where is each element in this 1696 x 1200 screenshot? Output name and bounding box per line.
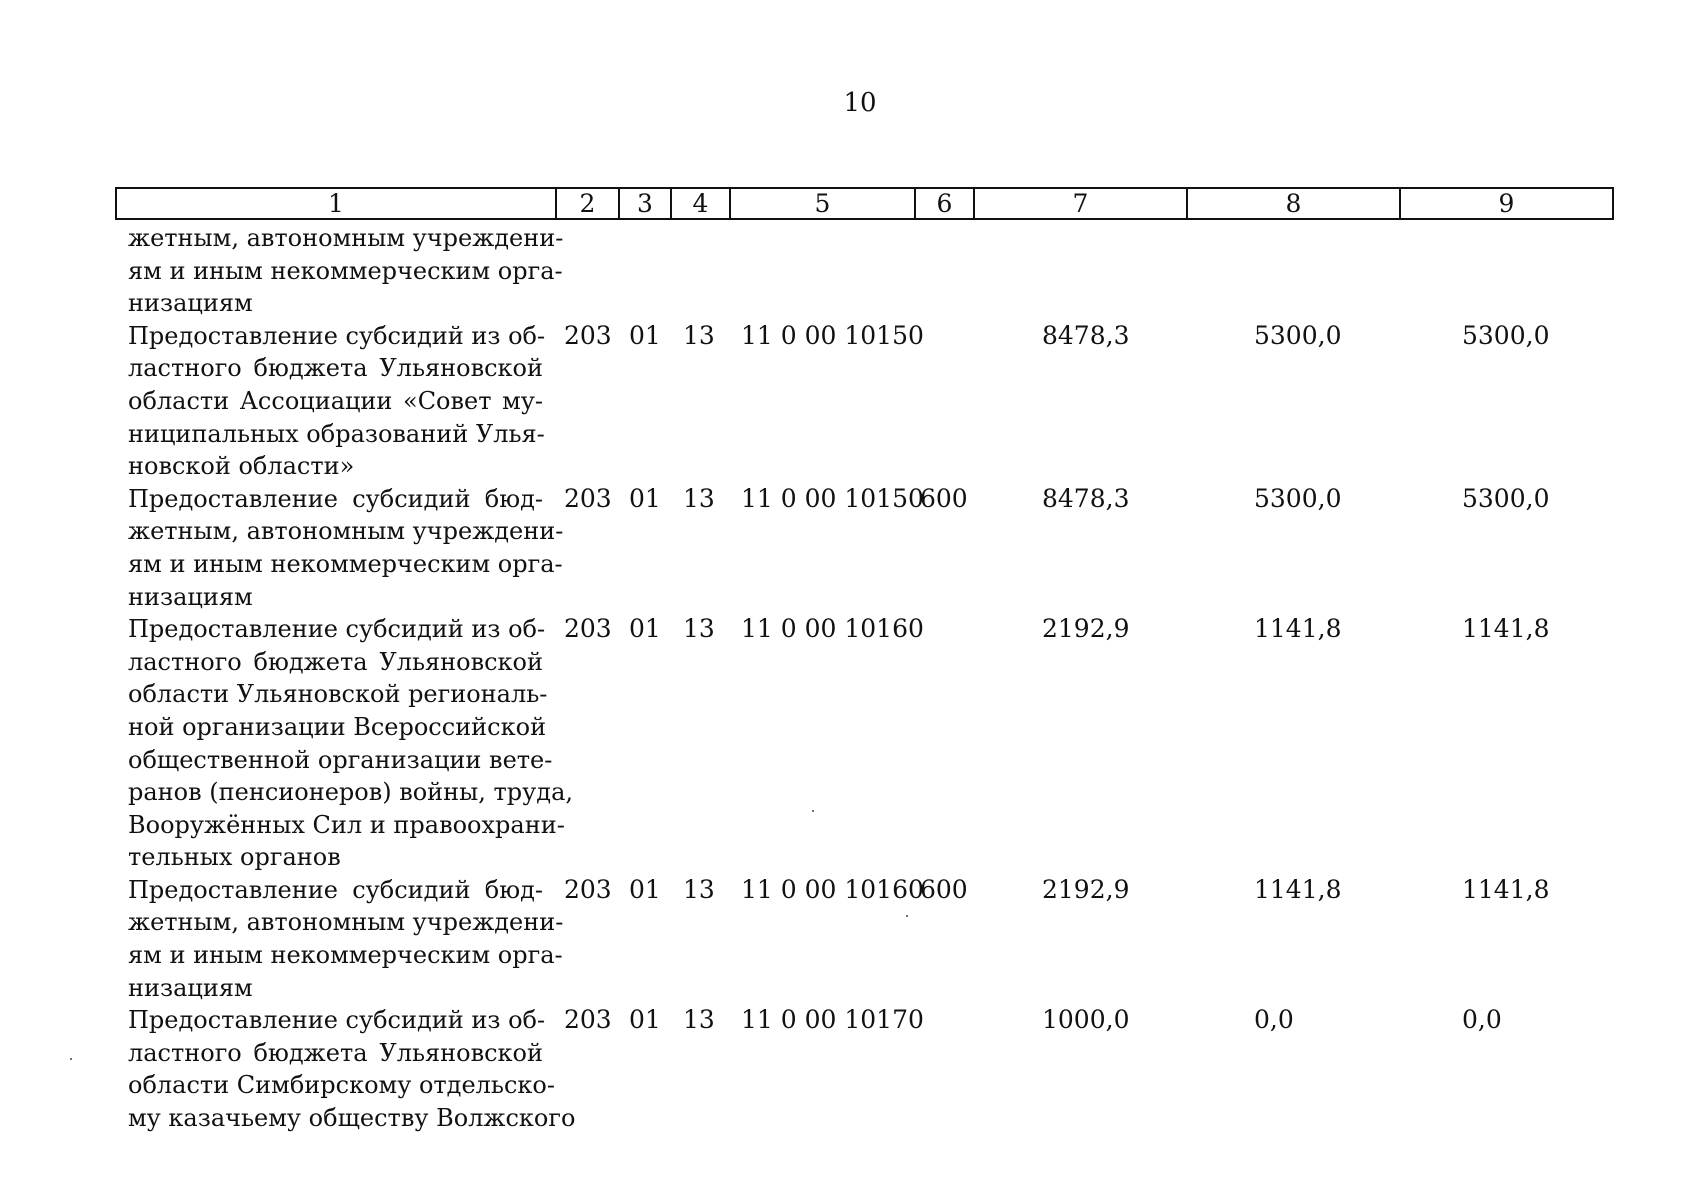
cell-column-4: 13 [683,1005,715,1035]
cell-column-9: 5300,0 [1462,483,1550,513]
cell-column-5: 11 0 00 10150 [741,320,924,350]
cell-column-2: 203 [564,483,612,513]
cell-column-7: 2192,9 [1042,614,1130,644]
cell-column-8: 1141,8 [1254,874,1342,904]
column-header-8: 8 [1187,188,1400,219]
row-description [128,1004,576,1134]
cell-column-3: 01 [629,614,661,644]
cell-column-2: 203 [564,874,612,904]
description-line: ям и иным некоммерческим орга- [128,549,563,578]
cell-column-4: 13 [683,320,715,350]
cell-column-7: 8478,3 [1042,320,1130,350]
description-line: жетным, автономным учреждени- [128,517,564,546]
column-header-6: 6 [915,188,974,219]
description-line: Вооружённых Сил и правоохрани- [128,810,565,839]
description-line: ластного бюджета Ульяновской [128,647,543,676]
cell-column-2: 203 [564,614,612,644]
row-description [128,483,564,613]
table-row [0,1004,1696,1134]
cell-column-9: 1141,8 [1462,874,1550,904]
description-line: Предоставление субсидий из об- [128,1006,546,1035]
cell-column-7: 2192,9 [1042,874,1130,904]
table-row [0,613,1696,874]
cell-column-2: 203 [564,320,612,350]
cell-column-8: 0,0 [1254,1005,1294,1035]
column-header-4: 4 [671,188,730,219]
cell-column-5: 11 0 00 10160 [741,874,924,904]
cell-column-3: 01 [629,1005,661,1035]
description-line: тельных органов [128,843,341,872]
cell-column-4: 13 [683,874,715,904]
description-line: му казачьему обществу Волжского [128,1104,576,1133]
column-header-3: 3 [619,188,671,219]
description-line: жетным, автономным учреждени- [128,908,564,937]
column-header-2: 2 [556,188,619,219]
cell-column-3: 01 [629,874,661,904]
description-line: новской области» [128,452,355,481]
description-line: низациям [128,289,253,318]
column-header-9: 9 [1400,188,1613,219]
table-body [0,222,1696,1135]
cell-column-5: 11 0 00 10170 [741,1005,924,1035]
description-line: ниципальных образований Улья- [128,419,545,448]
page-number: 10 [843,88,877,118]
cell-column-2: 203 [564,1005,612,1035]
row-description [128,613,574,874]
cell-column-3: 01 [629,320,661,350]
scan-speck [906,915,908,917]
description-line: области Ульяновской региональ- [128,680,548,709]
table-row [0,874,1696,1004]
column-header-row [115,187,1614,220]
cell-column-4: 13 [683,614,715,644]
description-line: ной организации Всероссийской [128,712,547,741]
description-line: области Симбирскому отдельско- [128,1071,555,1100]
cell-column-6: 600 [920,483,968,513]
cell-column-8: 1141,8 [1254,614,1342,644]
cell-column-9: 1141,8 [1462,614,1550,644]
cell-column-9: 0,0 [1462,1005,1502,1035]
cell-column-8: 5300,0 [1254,320,1342,350]
description-line: ям и иным некоммерческим орга- [128,941,563,970]
table-row [0,483,1696,613]
cell-column-5: 11 0 00 10150 [741,483,924,513]
row-description [128,874,564,1004]
description-line: общественной организации вете- [128,745,553,774]
column-header-7: 7 [974,188,1187,219]
row-description [128,222,564,320]
row-description [128,320,546,483]
description-line: низациям [128,973,253,1002]
description-line: области Ассоциации «Совет му- [128,386,543,415]
table-row [0,320,1696,483]
description-line: низациям [128,582,253,611]
scan-speck [70,1058,72,1060]
description-line: Предоставление субсидий из об- [128,321,546,350]
cell-column-6: 600 [920,874,968,904]
description-line: Предоставление субсидий из об- [128,615,546,644]
table-row [0,222,1696,320]
cell-column-9: 5300,0 [1462,320,1550,350]
cell-column-3: 01 [629,483,661,513]
description-line: Предоставление субсидий бюд- [128,875,543,904]
description-line: ластного бюджета Ульяновской [128,1038,543,1067]
cell-column-7: 8478,3 [1042,483,1130,513]
description-line: Предоставление субсидий бюд- [128,484,543,513]
scan-speck [812,810,814,812]
column-header-1: 1 [116,188,556,219]
description-line: жетным, автономным учреждени- [128,224,564,252]
description-line: ранов (пенсионеров) войны, труда, [128,778,574,807]
cell-column-5: 11 0 00 10160 [741,614,924,644]
description-line: ластного бюджета Ульяновской [128,354,543,383]
cell-column-8: 5300,0 [1254,483,1342,513]
cell-column-7: 1000,0 [1042,1005,1130,1035]
cell-column-4: 13 [683,483,715,513]
column-header-5: 5 [730,188,915,219]
description-line: ям и иным некоммерческим орга- [128,256,563,285]
